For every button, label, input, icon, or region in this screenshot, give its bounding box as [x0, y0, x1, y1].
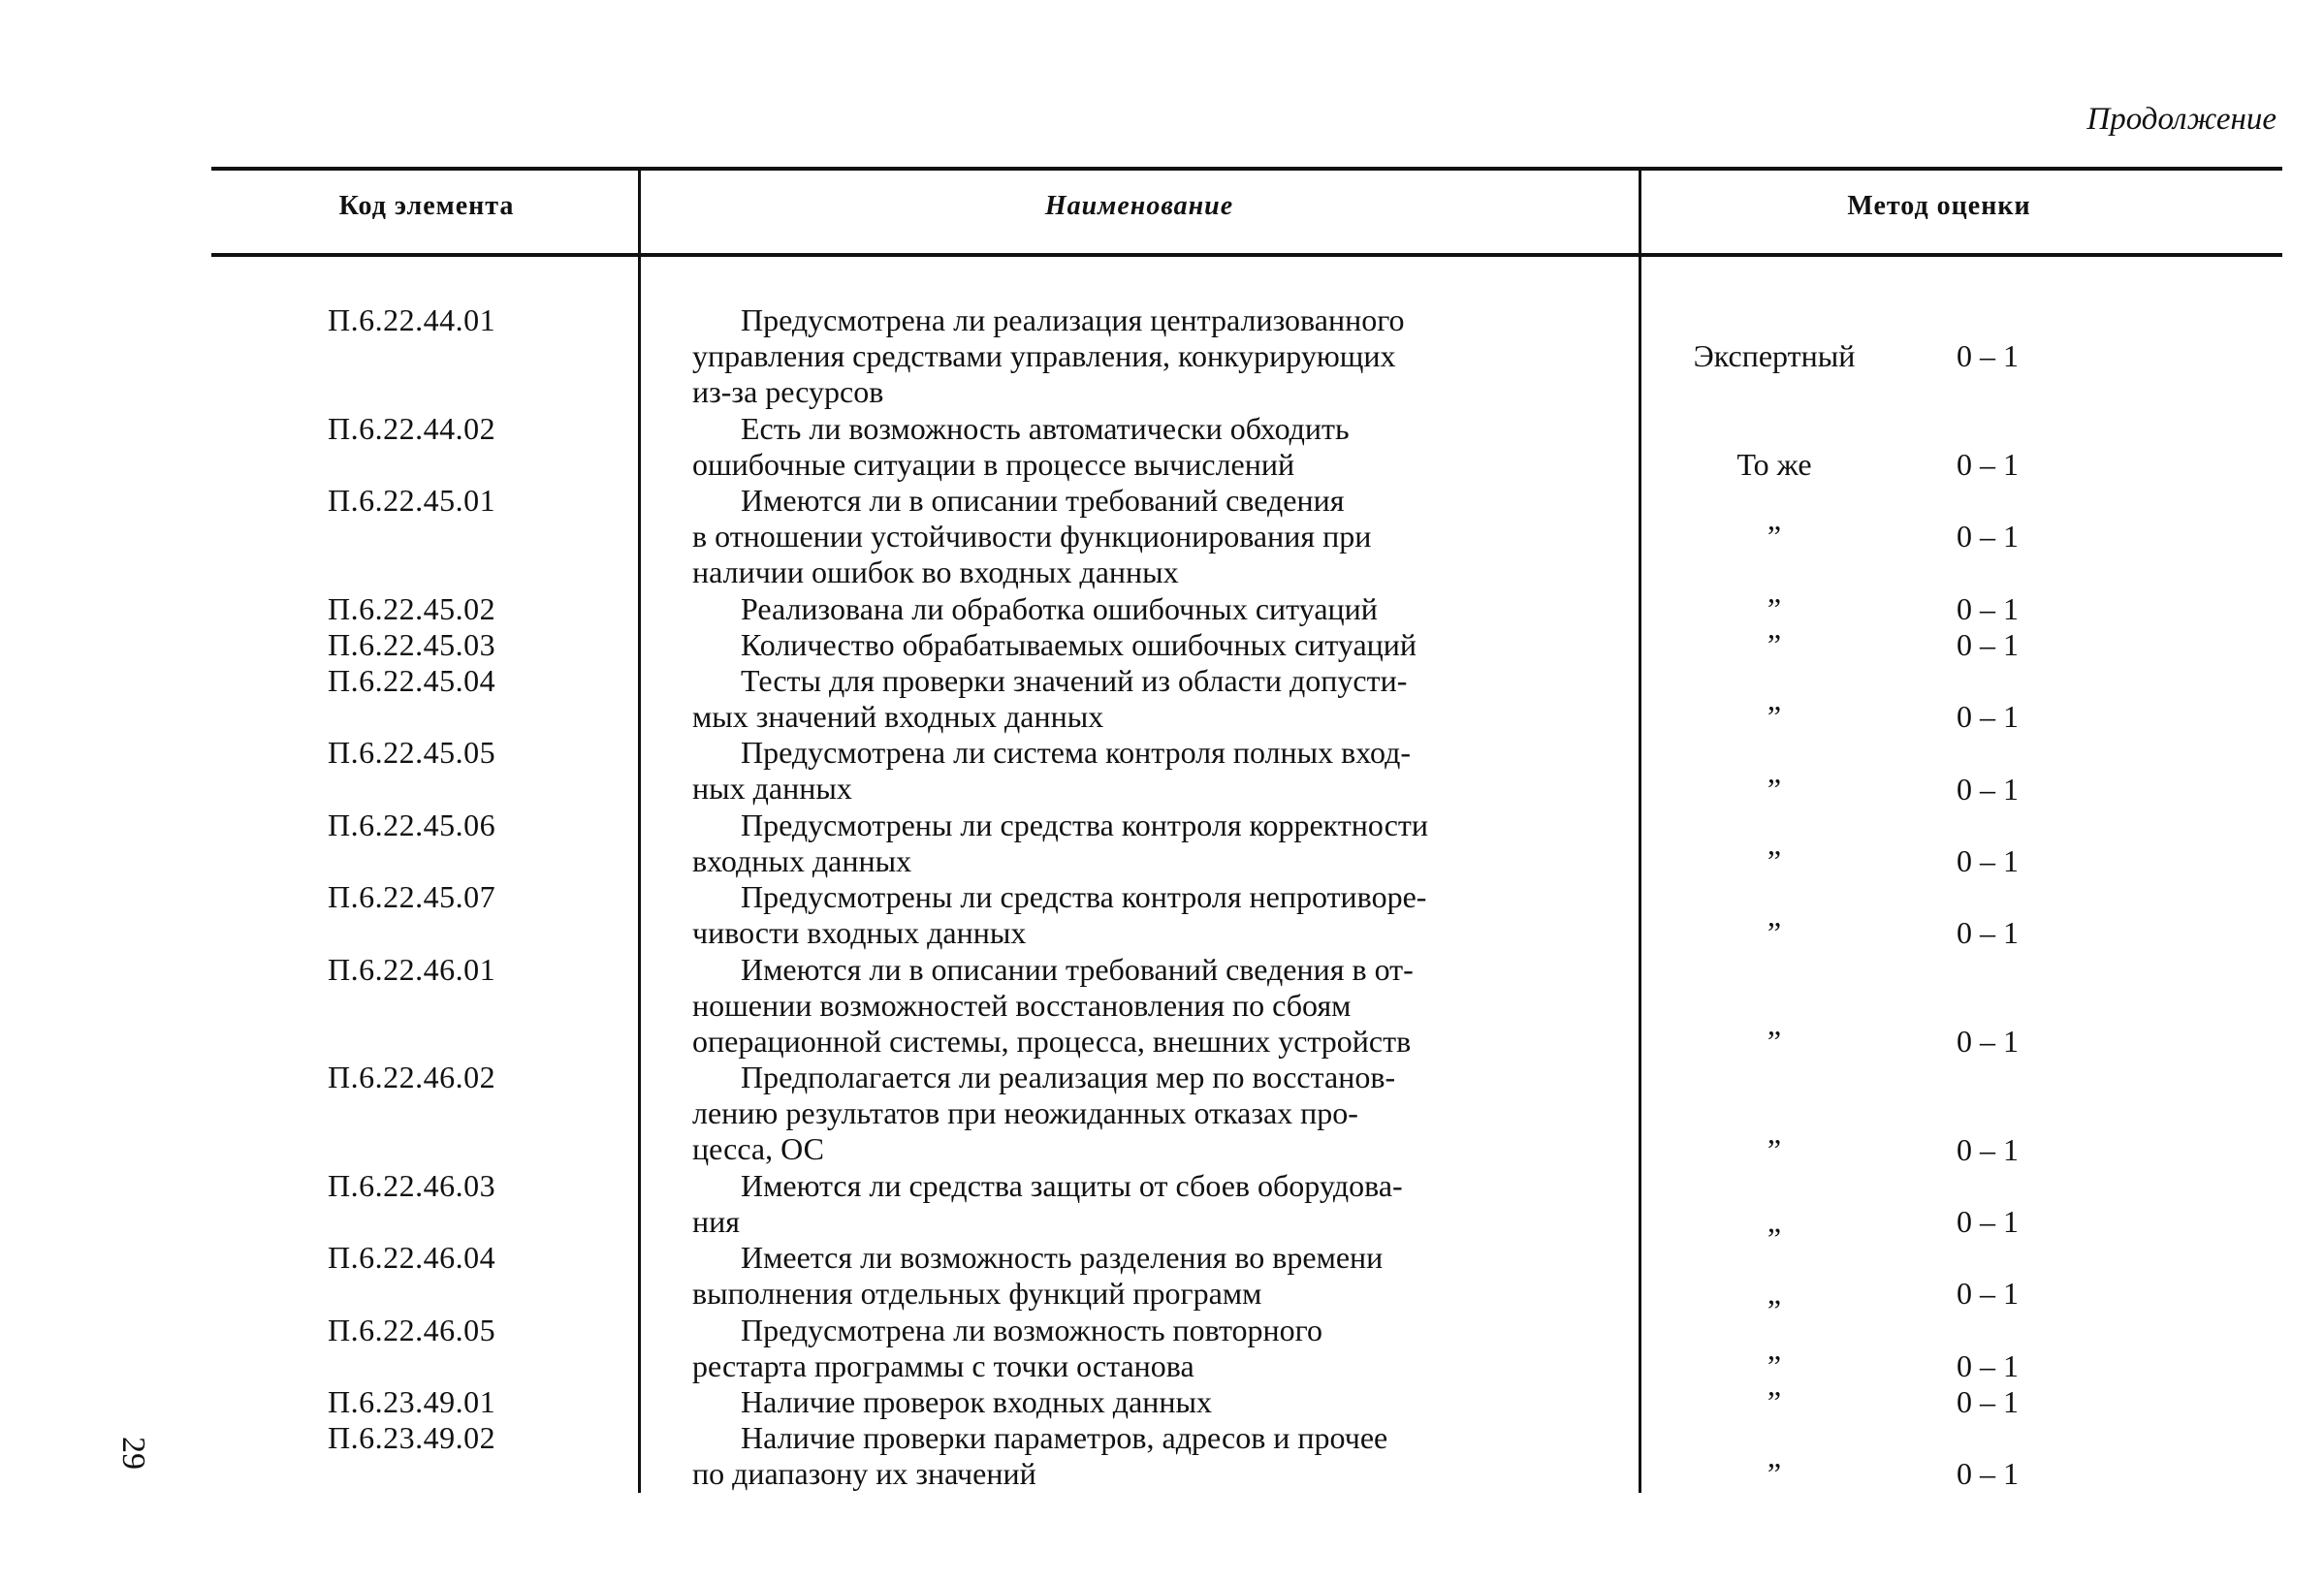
row-method: „ [1767, 1204, 1782, 1239]
row-method: ” [1767, 843, 1782, 878]
row-name-line: из-за ресурсов [692, 374, 884, 409]
row-name-line: операционной системы, процесса, внешних устройств [692, 1023, 1412, 1059]
row-name [692, 663, 1407, 735]
row-method: ” [1767, 915, 1782, 951]
row-score: 0 – 1 [1957, 1024, 2019, 1059]
row-score: 0 – 1 [1957, 1384, 2019, 1419]
row-name-line: по диапазону их значений [692, 1456, 1036, 1492]
row-code: П.6.22.44.02 [328, 410, 496, 446]
row-score: 0 – 1 [1957, 915, 2019, 951]
row-method: То же [1736, 446, 1812, 482]
column-divider-1 [638, 167, 641, 1493]
row-score: 0 – 1 [1957, 1276, 2019, 1312]
row-method: ” [1767, 699, 1782, 735]
row-method: „ [1767, 1276, 1782, 1312]
row-method: Экспертный [1693, 338, 1856, 374]
row-name-line: Предусмотрена ли система контроля полных вход- [741, 735, 1412, 771]
row-name-line: выполнения отдельных функций программ [692, 1276, 1262, 1312]
row-name [692, 879, 1426, 951]
row-code: П.6.22.45.05 [328, 735, 496, 771]
header-name: Наименование [1044, 191, 1234, 221]
row-name-line: Тесты для проверки значений из области допусти- [741, 663, 1408, 698]
row-name-line: лению результатов при неожиданных отказах про- [692, 1095, 1358, 1131]
row-code: П.6.22.46.02 [328, 1060, 496, 1095]
row-score: 0 – 1 [1957, 1456, 2019, 1492]
row-name-line: наличии ошибок во входных данных [692, 554, 1179, 589]
row-name-line: Имеется ли возможность разделения во времени [741, 1240, 1384, 1276]
row-name-line: в отношении устойчивости функционирования при [692, 519, 1372, 554]
row-name-line: Имеются ли средства защиты от сбоев оборудова- [741, 1167, 1403, 1203]
row-method: ” [1767, 1131, 1782, 1167]
row-name-line: Имеются ли в описании требований сведения [741, 483, 1345, 518]
row-code: П.6.22.45.02 [328, 590, 496, 626]
header-method: Метод оценки [1847, 191, 2031, 221]
row-name [692, 1313, 1322, 1384]
row-code: П.6.22.45.03 [328, 626, 496, 662]
row-method: ” [1767, 1384, 1782, 1419]
row-method: ” [1767, 771, 1782, 807]
row-name-line: управления средствами управления, конкурирующих [692, 338, 1396, 373]
table-header-rule [211, 253, 2282, 257]
row-name-line: ных данных [692, 771, 852, 807]
row-name-line: Имеются ли в описании требований сведения в от- [741, 951, 1414, 987]
row-score: 0 – 1 [1957, 771, 2019, 807]
row-name [692, 807, 1428, 879]
row-method: ” [1767, 519, 1782, 554]
row-score: 0 – 1 [1957, 843, 2019, 878]
row-name-line: ошибочные ситуации в процессе вычислений [692, 446, 1295, 482]
row-name-line: ношении возможностей восстановления по сбоям [692, 987, 1352, 1023]
row-name [692, 1384, 1212, 1420]
row-name [692, 302, 1405, 410]
row-method: ” [1767, 590, 1782, 626]
header-code: Код элемента [338, 191, 515, 221]
row-code: П.6.22.45.01 [328, 483, 496, 518]
row-score: 0 – 1 [1957, 699, 2019, 735]
row-code: П.6.22.46.05 [328, 1312, 496, 1347]
row-name-line: Предусмотрена ли реализация централизованного [741, 302, 1405, 337]
row-code: П.6.22.46.03 [328, 1167, 496, 1203]
row-code: П.6.22.45.07 [328, 879, 496, 915]
table-top-rule [211, 167, 2282, 171]
row-name [692, 952, 1414, 1060]
row-score: 0 – 1 [1957, 519, 2019, 554]
row-score: 0 – 1 [1957, 1204, 2019, 1239]
row-score: 0 – 1 [1957, 626, 2019, 662]
row-name-line: Наличие проверок входных данных [741, 1384, 1213, 1419]
row-name [692, 1240, 1383, 1312]
row-method: ” [1767, 1347, 1782, 1383]
row-name-line: Наличие проверки параметров, адресов и прочее [741, 1420, 1388, 1456]
row-code: П.6.22.44.01 [328, 302, 496, 337]
row-name-line: Предусмотрены ли средства контроля корректности [741, 807, 1428, 842]
row-score: 0 – 1 [1957, 590, 2019, 626]
row-name-line: рестарта программы с точки останова [692, 1347, 1194, 1383]
row-name [692, 1060, 1395, 1167]
row-method: ” [1767, 1024, 1782, 1059]
row-score: 0 – 1 [1957, 1347, 2019, 1383]
row-name [692, 1168, 1403, 1240]
row-score: 0 – 1 [1957, 446, 2019, 482]
row-name-line: Реализована ли обработка ошибочных ситуаций [741, 590, 1378, 626]
row-method: ” [1767, 626, 1782, 662]
row-name-line: Количество обрабатываемых ошибочных ситуаций [741, 626, 1417, 662]
row-name [692, 735, 1411, 807]
row-score: 0 – 1 [1957, 1131, 2019, 1167]
row-name [692, 591, 1378, 627]
row-name-line: Предусмотрены ли средства контроля непротиворе- [741, 879, 1427, 915]
row-name [692, 1420, 1387, 1492]
row-method: ” [1767, 1456, 1782, 1492]
page-number: 29 [115, 1437, 151, 1470]
row-code: П.6.22.45.04 [328, 663, 496, 698]
row-code: П.6.22.45.06 [328, 807, 496, 842]
row-name-line: Есть ли возможность автоматически обходить [741, 410, 1350, 446]
row-code: П.6.22.46.04 [328, 1240, 496, 1276]
row-score: 0 – 1 [1957, 338, 2019, 374]
continued-label: Продолжение [2086, 102, 2276, 137]
row-name-line: входных данных [692, 842, 912, 878]
row-name-line: Предусмотрена ли возможность повторного [741, 1312, 1322, 1347]
row-name-line: чивости входных данных [692, 915, 1027, 951]
row-name-line: мых значений входных данных [692, 699, 1104, 734]
row-name-line: цесса, ОС [692, 1131, 824, 1167]
row-name [692, 483, 1371, 590]
column-divider-2 [1639, 167, 1641, 1493]
row-code: П.6.23.49.02 [328, 1420, 496, 1456]
row-code: П.6.22.46.01 [328, 951, 496, 987]
row-name-line: ния [692, 1203, 740, 1239]
row-name [692, 627, 1417, 663]
row-name [692, 411, 1350, 483]
row-code: П.6.23.49.01 [328, 1384, 496, 1419]
row-name-line: Предполагается ли реализация мер по восстанов- [741, 1060, 1396, 1095]
